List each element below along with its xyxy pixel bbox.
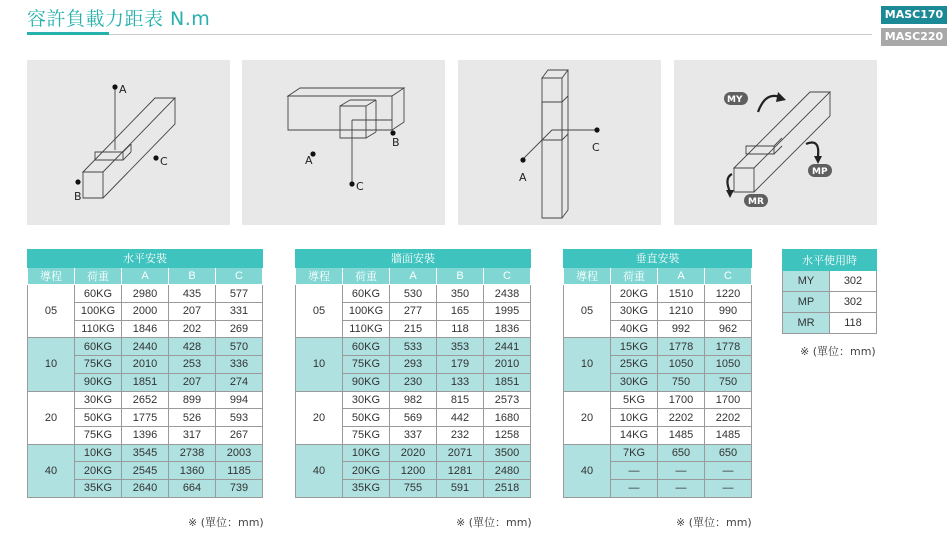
load-cell: 75KG	[343, 426, 390, 444]
moment-cell: 750	[658, 373, 705, 391]
moment-cell: 650	[705, 444, 752, 462]
moment-cell: 269	[216, 320, 263, 338]
lead-cell: 10	[564, 338, 611, 391]
load-cell: 7KG	[611, 444, 658, 462]
unit-note: ※ (單位：mm)	[188, 516, 264, 529]
moment-cell: 1851	[122, 373, 169, 391]
lead-group	[28, 444, 263, 497]
table-row	[783, 271, 877, 292]
moment-cell: 526	[169, 409, 216, 427]
moment-value: 118	[830, 313, 877, 334]
load-cell: 35KG	[343, 479, 390, 497]
load-cell: 100KG	[75, 303, 122, 321]
moment-cell: 442	[437, 409, 484, 427]
diagram-2-label-c: C	[356, 180, 364, 193]
moment-cell: 336	[216, 356, 263, 374]
table-caption: 水平安裝	[28, 250, 263, 268]
load-cell: 60KG	[75, 338, 122, 356]
table-caption: 垂直安裝	[564, 250, 752, 268]
moment-cell: 570	[216, 338, 263, 356]
moment-cell: 1775	[122, 409, 169, 427]
table-row	[28, 391, 263, 409]
lead-group	[28, 285, 263, 338]
table-row	[564, 285, 752, 303]
table-row	[564, 391, 752, 409]
moment-value: 302	[830, 292, 877, 313]
moment-cell: 207	[169, 373, 216, 391]
moment-cell: 1680	[484, 409, 531, 427]
column-header: 荷重	[75, 267, 122, 285]
load-cell: 60KG	[75, 285, 122, 303]
moment-cell: 755	[390, 479, 437, 497]
load-cell: 20KG	[343, 462, 390, 480]
moment-cell: 277	[390, 303, 437, 321]
moment-cell: 2545	[122, 462, 169, 480]
lead-group	[296, 391, 531, 444]
load-cell: 30KG	[343, 391, 390, 409]
load-cell: 14KG	[611, 426, 658, 444]
diagram-1-label-c: C	[160, 155, 168, 168]
moment-cell: 1846	[122, 320, 169, 338]
load-cell: 10KG	[343, 444, 390, 462]
table-row	[28, 338, 263, 356]
table-row	[296, 444, 531, 462]
moment-cell: 253	[169, 356, 216, 374]
moment-cell: 118	[437, 320, 484, 338]
moment-cell: 2573	[484, 391, 531, 409]
moment-cell: 1700	[705, 391, 752, 409]
column-header: A	[658, 267, 705, 285]
moment-cell: 1778	[705, 338, 752, 356]
lead-cell: 05	[564, 285, 611, 338]
horizontal-mount-illustration	[27, 60, 230, 225]
load-cell: 50KG	[75, 409, 122, 427]
moment-cell: 1220	[705, 285, 752, 303]
moment-cell: 1200	[390, 462, 437, 480]
table-row	[28, 285, 263, 303]
moment-cell: 533	[390, 338, 437, 356]
moment-cell: 133	[437, 373, 484, 391]
page-title: 容許負載力距表 N.m	[27, 8, 211, 30]
diagram-4-label-mp: MP	[812, 167, 828, 177]
moment-cell: 179	[437, 356, 484, 374]
moment-cell: 982	[390, 391, 437, 409]
column-header: C	[705, 267, 752, 285]
load-cell: 40KG	[611, 320, 658, 338]
load-cell: 90KG	[75, 373, 122, 391]
load-cell: 110KG	[343, 320, 390, 338]
load-cell: —	[611, 479, 658, 497]
diagram-moments	[674, 60, 877, 225]
moment-cell: 1836	[484, 320, 531, 338]
unit-note: ※ (單位：mm)	[456, 516, 532, 529]
lead-cell: 20	[296, 391, 343, 444]
load-cell: 75KG	[343, 356, 390, 374]
moment-cell: 2441	[484, 338, 531, 356]
moment-cell: 2980	[122, 285, 169, 303]
lead-group	[296, 444, 531, 497]
table-horizontal-usage	[782, 249, 877, 334]
load-cell: 35KG	[75, 479, 122, 497]
lead-cell: 10	[28, 338, 75, 391]
moment-cell: 990	[705, 303, 752, 321]
moment-cell: 232	[437, 426, 484, 444]
diagram-3-label-a: A	[519, 171, 527, 184]
moment-cell: 2652	[122, 391, 169, 409]
moment-cell: 2640	[122, 479, 169, 497]
table-caption: 牆面安裝	[296, 250, 531, 268]
moment-cell: 1050	[705, 356, 752, 374]
column-header: A	[122, 267, 169, 285]
column-header: 導程	[564, 267, 611, 285]
moment-cell: 2518	[484, 479, 531, 497]
moment-label: MR	[783, 313, 830, 334]
moment-value: 302	[830, 271, 877, 292]
load-cell: 50KG	[343, 409, 390, 427]
moment-cell: 750	[705, 373, 752, 391]
moment-cell: 331	[216, 303, 263, 321]
lead-group	[564, 391, 752, 444]
moment-cell: 2738	[169, 444, 216, 462]
load-cell: 60KG	[343, 338, 390, 356]
load-cell: 90KG	[343, 373, 390, 391]
load-cell: —	[611, 462, 658, 480]
moment-cell: 2010	[484, 356, 531, 374]
moment-cell: 1485	[658, 426, 705, 444]
table-row	[296, 285, 531, 303]
load-cell: 30KG	[611, 373, 658, 391]
moment-cell: 1281	[437, 462, 484, 480]
lead-cell: 20	[28, 391, 75, 444]
lead-cell: 40	[564, 444, 611, 497]
column-header: 荷重	[343, 267, 390, 285]
table-row	[296, 391, 531, 409]
column-header: C	[216, 267, 263, 285]
unit-note: ※ (單位：mm)	[800, 345, 876, 358]
moment-cell: 274	[216, 373, 263, 391]
diagram-1-label-a: A	[119, 83, 127, 96]
table-row	[783, 313, 877, 334]
lead-group	[564, 444, 752, 497]
lead-group	[564, 285, 752, 338]
diagram-wall	[242, 60, 445, 225]
load-cell: 60KG	[343, 285, 390, 303]
column-header: 導程	[296, 267, 343, 285]
title-accent-bar	[27, 32, 109, 35]
lead-group	[28, 338, 263, 391]
lead-group	[296, 285, 531, 338]
moment-cell: 3500	[484, 444, 531, 462]
moment-cell: 962	[705, 320, 752, 338]
moment-cell: 165	[437, 303, 484, 321]
moment-cell: 202	[169, 320, 216, 338]
table-wall-mount	[295, 249, 531, 498]
moment-cell: 1778	[658, 338, 705, 356]
load-cell: 30KG	[75, 391, 122, 409]
title-divider	[27, 34, 872, 35]
moment-cell: 1258	[484, 426, 531, 444]
moment-label: MP	[783, 292, 830, 313]
moment-cell: 350	[437, 285, 484, 303]
table-vertical-mount	[563, 249, 752, 498]
moment-cell: 739	[216, 479, 263, 497]
moment-cell: 3545	[122, 444, 169, 462]
moment-cell: 650	[658, 444, 705, 462]
moment-cell: 1510	[658, 285, 705, 303]
column-header: A	[390, 267, 437, 285]
lead-cell: 10	[296, 338, 343, 391]
model-tab-masc170[interactable]: MASC170	[881, 6, 947, 24]
load-cell: 25KG	[611, 356, 658, 374]
table-row	[28, 444, 263, 462]
moment-cell: 994	[216, 391, 263, 409]
moment-cell: —	[705, 462, 752, 480]
moment-cell: 435	[169, 285, 216, 303]
moment-cell: 2202	[658, 409, 705, 427]
moment-cell: 2202	[705, 409, 752, 427]
load-cell: 75KG	[75, 356, 122, 374]
moment-cell: 2071	[437, 444, 484, 462]
column-header: B	[437, 267, 484, 285]
moment-cell: 591	[437, 479, 484, 497]
load-cell: 75KG	[75, 426, 122, 444]
moment-cell: —	[658, 462, 705, 480]
lead-group	[564, 338, 752, 391]
diagram-4-label-mr: MR	[748, 197, 764, 207]
vertical-mount-illustration	[458, 60, 661, 225]
moment-cell: 2438	[484, 285, 531, 303]
table-row	[783, 292, 877, 313]
moment-cell: 2440	[122, 338, 169, 356]
diagram-horizontal	[27, 60, 230, 225]
moment-cell: 2480	[484, 462, 531, 480]
column-header: 荷重	[611, 267, 658, 285]
table-horizontal-mount	[27, 249, 263, 498]
moment-cell: 1851	[484, 373, 531, 391]
moment-cell: 593	[216, 409, 263, 427]
table-row	[564, 444, 752, 462]
column-header: C	[484, 267, 531, 285]
moment-cell: 899	[169, 391, 216, 409]
moment-cell: 1210	[658, 303, 705, 321]
load-cell: 15KG	[611, 338, 658, 356]
model-tab-masc220[interactable]: MASC220	[881, 28, 947, 46]
moment-cell: 293	[390, 356, 437, 374]
moment-cell: 530	[390, 285, 437, 303]
load-cell: 30KG	[611, 303, 658, 321]
wall-mount-illustration	[242, 60, 445, 225]
moment-cell: 428	[169, 338, 216, 356]
diagram-3-label-c: C	[592, 141, 600, 154]
column-header: 導程	[28, 267, 75, 285]
lead-group	[296, 338, 531, 391]
moment-cell: 207	[169, 303, 216, 321]
table-caption: 水平使用時	[783, 250, 877, 271]
diagram-2-label-a: A	[305, 154, 313, 167]
lead-cell: 05	[28, 285, 75, 338]
table-row	[296, 338, 531, 356]
moment-cell: 664	[169, 479, 216, 497]
load-cell: 20KG	[75, 462, 122, 480]
moment-cell: 267	[216, 426, 263, 444]
moment-cell: 1360	[169, 462, 216, 480]
load-cell: 10KG	[75, 444, 122, 462]
lead-group	[28, 391, 263, 444]
diagram-2-label-b: B	[392, 136, 400, 149]
moment-cell: 577	[216, 285, 263, 303]
diagram-1-label-b: B	[74, 190, 82, 203]
moment-label: MY	[783, 271, 830, 292]
moment-cell: 1700	[658, 391, 705, 409]
lead-cell: 05	[296, 285, 343, 338]
moment-direction-illustration	[674, 60, 877, 225]
moment-cell: 215	[390, 320, 437, 338]
unit-note: ※ (單位：mm)	[676, 516, 752, 529]
load-cell: 100KG	[343, 303, 390, 321]
moment-cell: 815	[437, 391, 484, 409]
load-cell: 10KG	[611, 409, 658, 427]
moment-cell: 2000	[122, 303, 169, 321]
moment-cell: 1396	[122, 426, 169, 444]
moment-cell: —	[658, 479, 705, 497]
lead-cell: 40	[28, 444, 75, 497]
table-row	[564, 338, 752, 356]
moment-cell: 317	[169, 426, 216, 444]
model-tabs	[881, 6, 947, 50]
moment-cell: 1995	[484, 303, 531, 321]
load-cell: 20KG	[611, 285, 658, 303]
column-header: B	[169, 267, 216, 285]
moment-cell: 2010	[122, 356, 169, 374]
moment-cell: 2020	[390, 444, 437, 462]
diagram-4-label-my: MY	[727, 95, 743, 105]
load-cell: 110KG	[75, 320, 122, 338]
lead-cell: 20	[564, 391, 611, 444]
moment-cell: 337	[390, 426, 437, 444]
moment-cell: 2003	[216, 444, 263, 462]
moment-cell: 1050	[658, 356, 705, 374]
moment-cell: 992	[658, 320, 705, 338]
moment-cell: 1185	[216, 462, 263, 480]
moment-cell: 569	[390, 409, 437, 427]
lead-cell: 40	[296, 444, 343, 497]
moment-cell: 353	[437, 338, 484, 356]
moment-cell: —	[705, 479, 752, 497]
load-cell: 5KG	[611, 391, 658, 409]
moment-cell: 230	[390, 373, 437, 391]
diagram-vertical	[458, 60, 661, 225]
moment-cell: 1485	[705, 426, 752, 444]
